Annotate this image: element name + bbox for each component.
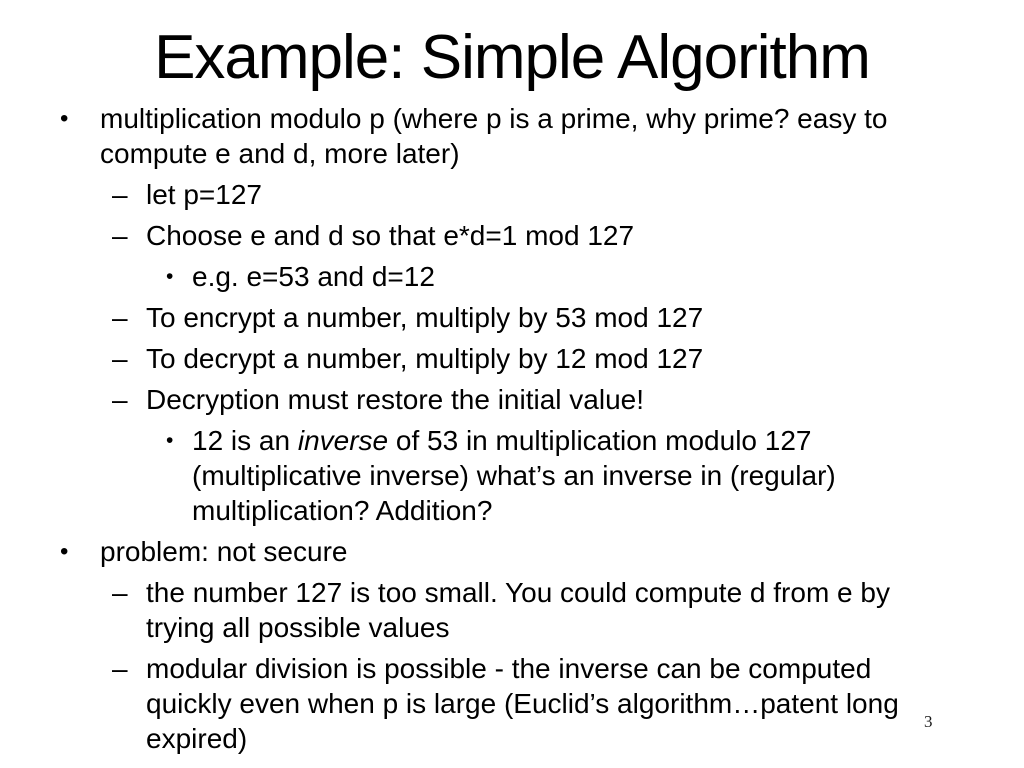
dash-bullet-marker: – xyxy=(112,653,128,684)
dash-bullet-marker: – xyxy=(112,220,128,251)
dash-bullet-marker: – xyxy=(112,179,128,210)
bullet-item xyxy=(0,300,1024,335)
page-number: 3 xyxy=(924,712,933,731)
bullet-line: multiplication? Addition? xyxy=(192,495,493,526)
dash-bullet-marker: – xyxy=(112,384,128,415)
bullet-line: e.g. e=53 and d=12 xyxy=(192,261,435,292)
dash-bullet-marker: – xyxy=(112,577,128,608)
bullet-line: (multiplicative inverse) what’s an inverse in (regular) xyxy=(192,460,836,491)
bullet-line: problem: not secure xyxy=(100,536,348,567)
dash-bullet-marker: – xyxy=(112,302,128,333)
bullet-line: Decryption must restore the initial value! xyxy=(146,384,644,415)
bullet-line: 12 is an inverse of 53 in multiplication modulo 127 xyxy=(192,425,812,456)
bullet-list xyxy=(0,101,1024,762)
bullet-line: let p=127 xyxy=(146,179,262,210)
bullet-item xyxy=(0,534,1024,569)
bullet-item xyxy=(0,218,1024,253)
dot-bullet-marker: • xyxy=(60,105,69,132)
bullet-line: the number 127 is too small. You could compute d from e by xyxy=(146,577,890,608)
bullet-line: quickly even when p is large (Euclid’s algorithm…patent long xyxy=(146,688,899,719)
dot-bullet-marker: • xyxy=(60,538,69,565)
bullet-line: expired) xyxy=(146,723,248,754)
bullet-line: modular division is possible - the inverse can be computed xyxy=(146,653,872,684)
bullet-line: To decrypt a number, multiply by 12 mod 127 xyxy=(146,343,704,374)
dot-bullet-marker: • xyxy=(166,265,174,288)
bullet-item xyxy=(0,575,1024,645)
dot-bullet-marker: • xyxy=(166,429,174,452)
slide-title: Example: Simple Algorithm xyxy=(154,23,870,92)
bullet-item xyxy=(0,423,1024,528)
bullet-item xyxy=(0,101,1024,171)
bullet-item xyxy=(0,341,1024,376)
dash-bullet-marker: – xyxy=(112,343,128,374)
bullet-item xyxy=(0,259,1024,294)
bullet-item xyxy=(0,177,1024,212)
bullet-line: multiplication modulo p (where p is a prime, why prime? easy to xyxy=(100,103,888,134)
bullet-item xyxy=(0,651,1024,756)
bullet-line: To encrypt a number, multiply by 53 mod 127 xyxy=(146,302,704,333)
bullet-line: Choose e and d so that e*d=1 mod 127 xyxy=(146,220,635,251)
bullet-line: compute e and d, more later) xyxy=(100,138,460,169)
bullet-item xyxy=(0,382,1024,417)
bullet-line: trying all possible values xyxy=(146,612,450,643)
